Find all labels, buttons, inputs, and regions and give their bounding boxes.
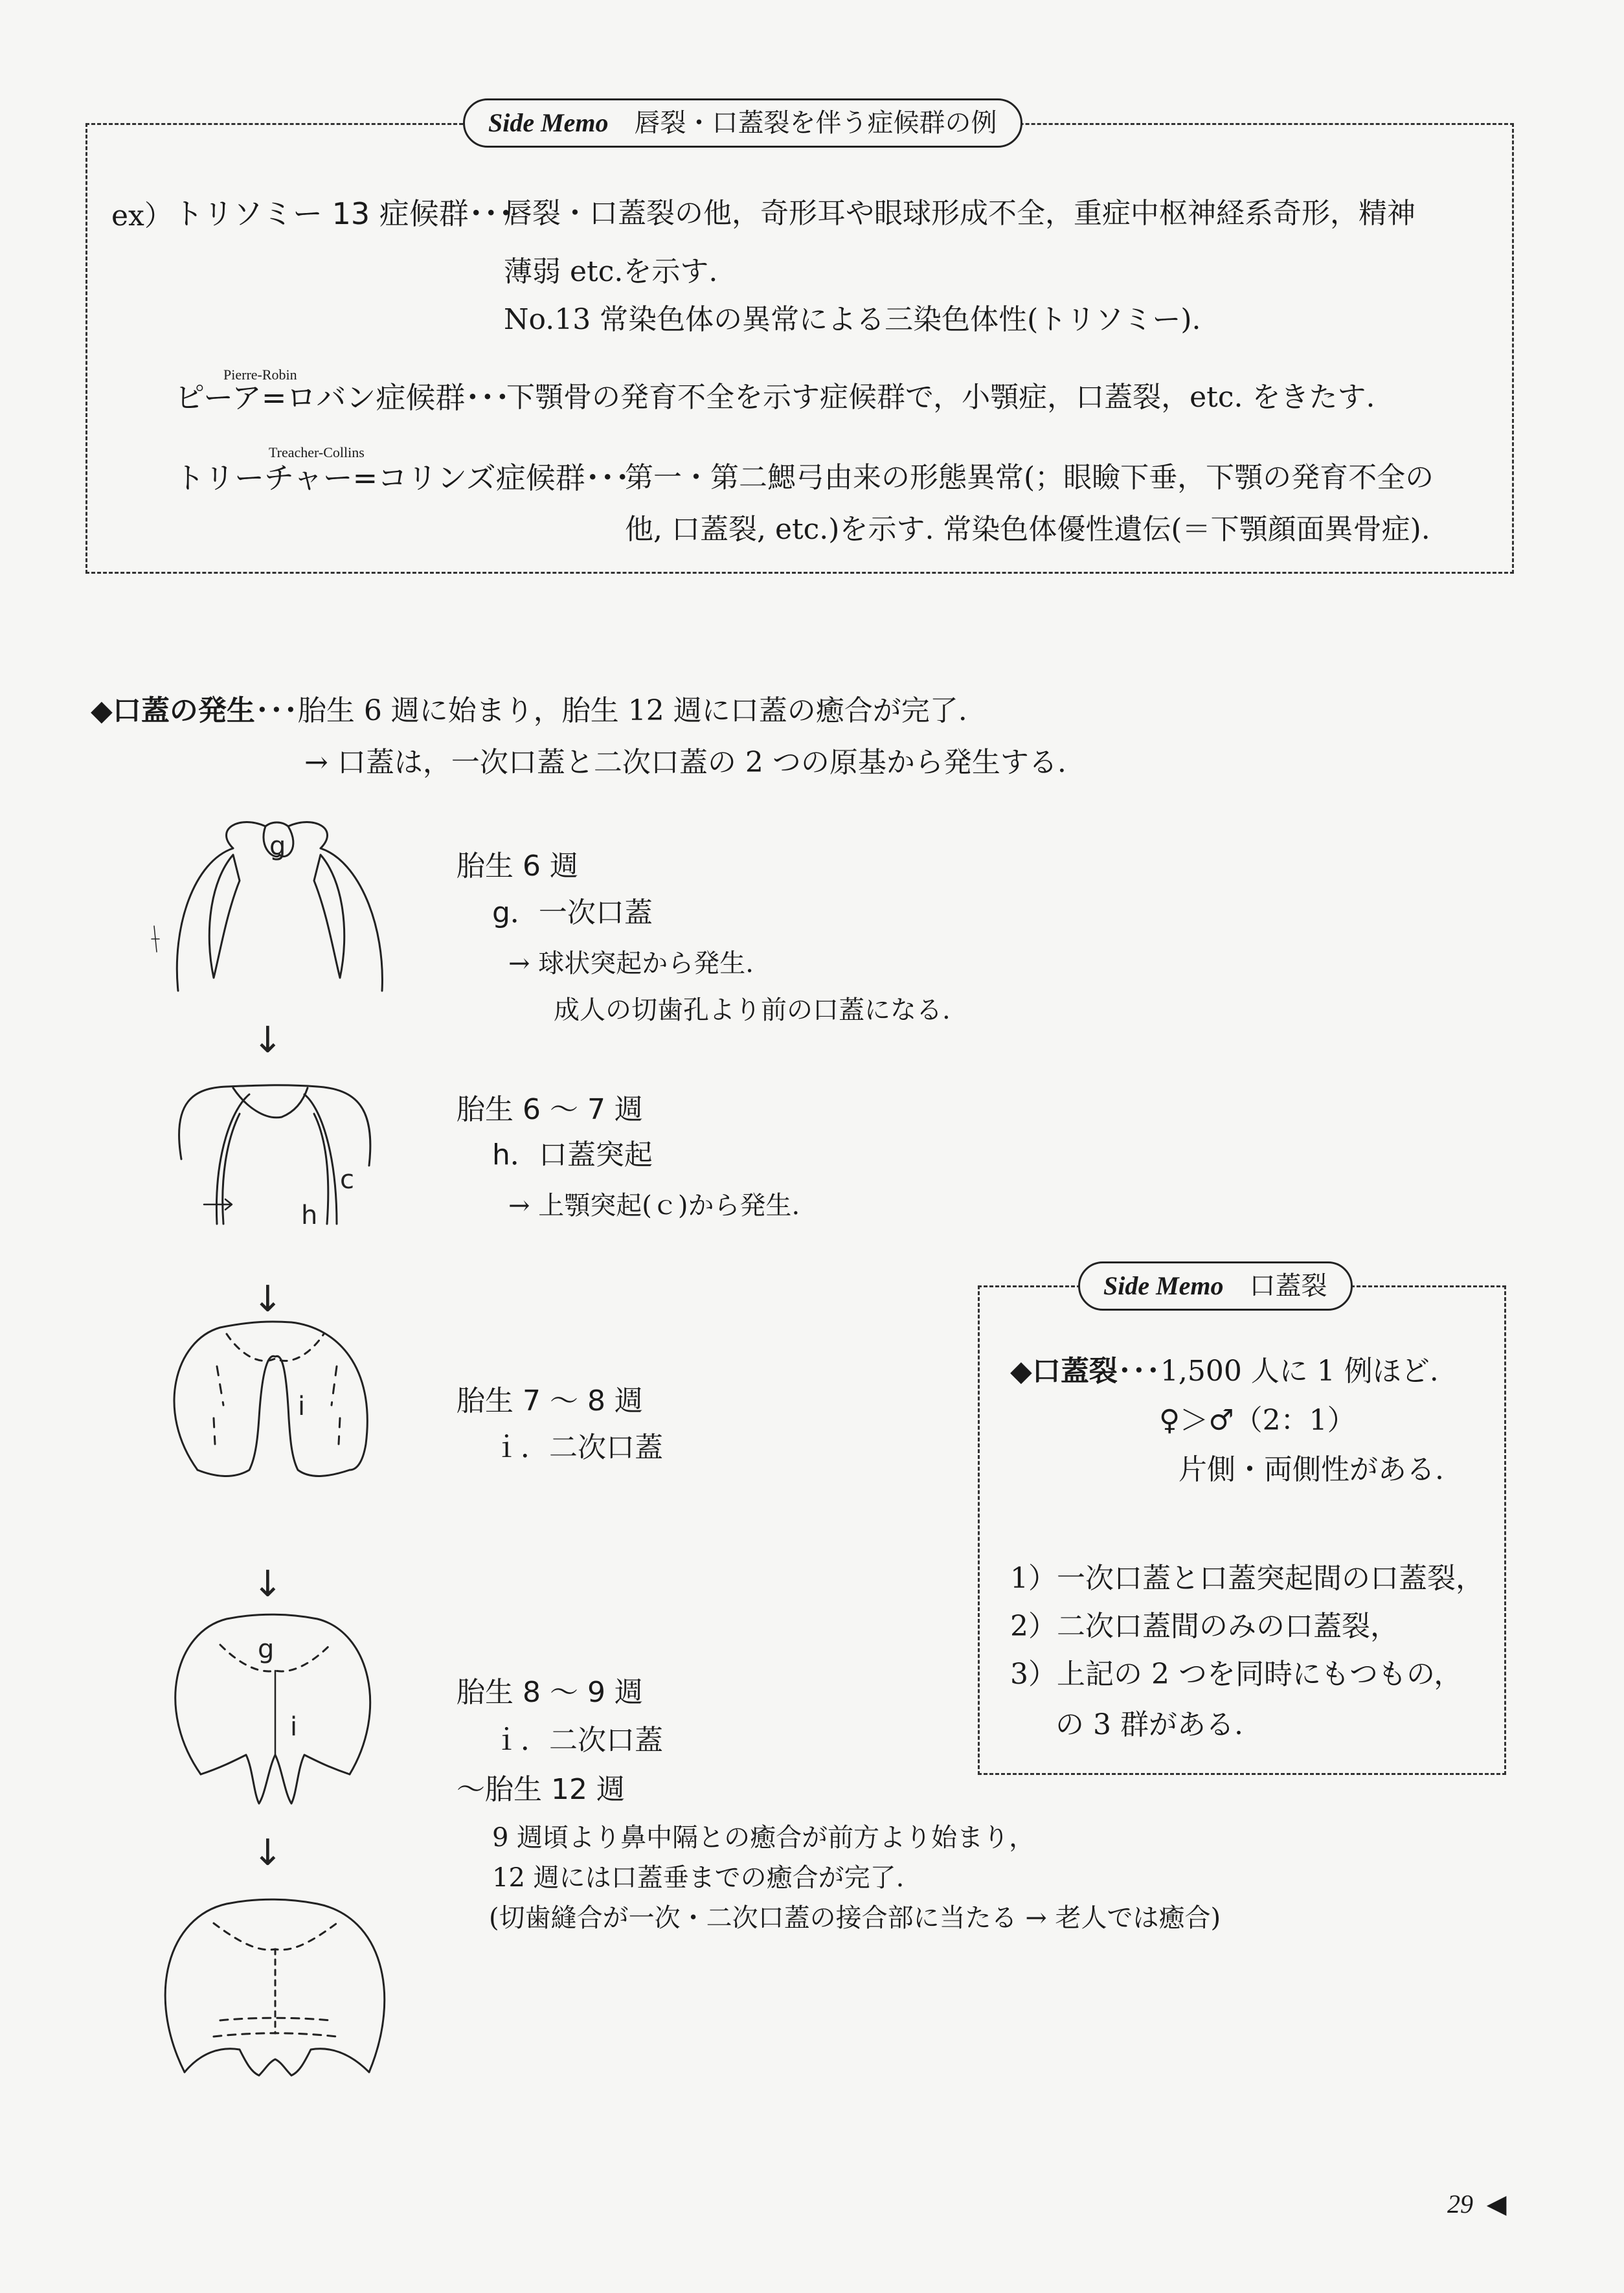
palate-figure-week-12 [165,1899,385,2075]
cleft-palate-heading-line: ◆口蓋裂･･･1,500 人に 1 例ほど. [1010,1355,1439,1388]
syndrome-name-trisomy13: トリソミー 13 症候群･･･ [174,196,513,231]
treacher-collins-line-2: 他, 口蓋裂, etc.)を示す. 常染色体優性遺伝(＝下顎顔面異骨症). [625,513,1430,546]
page-number-line [1447,2189,1506,2219]
cleft-palate-list-3: 3）上記の 2 つを同時にもつもの， [1010,1658,1463,1691]
page-number: 29 [1447,2189,1473,2219]
label-c: c [340,1165,354,1195]
stage-1-note-2: 成人の切歯孔より前の口蓋になる. [554,995,951,1025]
stage-1-sub: g．一次口蓋 [492,896,653,929]
label-g-week-6: g [269,831,286,861]
side-memo-heading: 唇裂・口蓋裂を伴う症候群の例 [634,108,997,138]
stage-4-note-1: 9 週頃より鼻中隔との癒合が前方より始まり， [492,1823,1035,1853]
arrow-down-icon: ↓ [253,1278,283,1320]
stage-4-note-2: 12 週には口蓋垂までの癒合が完了. [492,1863,905,1893]
stage-1-note-1: → 球状突起から発生. [508,949,754,978]
arrow-down-icon: ↓ [253,1019,283,1061]
label-i-week-7-8: i [298,1392,306,1421]
side-memo-syndromes-title [463,98,1022,148]
palate-figure-week-8-9 [175,1614,370,1803]
stage-3-sub: ｉ．二次口蓋 [492,1431,663,1464]
stage-4-title-2: ～胎生 12 週 [457,1773,625,1806]
cleft-palate-list-4: の 3 群がある. [1055,1708,1243,1741]
palate-development-figure [142,803,414,2124]
palate-figure-week-7-8 [174,1322,367,1476]
stage-1-title: 胎生 6 週 [457,850,578,883]
stage-4-note-3: (切歯縫合が一次・二次口蓋の接合部に当たる → 老人では癒合) [489,1903,1221,1933]
stage-2-sub: h．口蓋突起 [492,1138,653,1171]
arrow-down-icon: ↓ [253,1832,283,1874]
cleft-palate-line-1: 1,500 人に 1 例ほど. [1160,1355,1439,1388]
trisomy13-line-3: No.13 常染色体の異常による三染色体性(トリソミー). [504,303,1201,336]
page-marker-icon: ◀ [1486,2189,1507,2219]
cleft-palate-line-2: ♀＞♂（2：1） [1159,1404,1356,1437]
stage-2-note-1: → 上顎突起(ｃ)から発生. [508,1191,800,1221]
label-i-week-8-9: i [290,1712,298,1742]
cleft-palate-heading: ◆口蓋裂 [1010,1355,1118,1388]
treacher-collins-line-1: 第一・第二鰓弓由来の形態異常(；眼瞼下垂，下顎の発育不全の [625,461,1434,494]
palate-figure-week-6-7 [179,1085,370,1230]
stage-4-title: 胎生 8 ～ 9 週 [457,1676,643,1709]
side-memo-heading: 口蓋裂 [1249,1271,1327,1301]
development-line-1: 胎生 6 週に始まり，胎生 12 週に口蓋の癒合が完了. [297,694,967,727]
cleft-palate-line-3: 片側・両側性がある. [1179,1453,1444,1486]
ruby-treacher-collins: Treacher-Collins [269,444,365,460]
trisomy13-line-2: 薄弱 etc.を示す. [504,255,718,288]
pierre-robin-line-1: 下顎骨の発育不全を示す症候群で，小顎症，口蓋裂，etc. をきたす. [506,381,1375,414]
syndrome-name-treacher-collins: トリーチャー=コリンズ症候群･･･ [175,460,630,495]
development-line-2: → 口蓋は，一次口蓋と二次口蓋の 2 つの原基から発生する. [304,746,1066,779]
arrow-down-icon: ↓ [253,1563,283,1605]
trisomy13-line-1: 唇裂・口蓋裂の他，奇形耳や眼球形成不全，重症中枢神経系奇形，精神 [504,197,1415,230]
syndrome-name-pierre-robin: ピーア=ロバン症候群･･･ [175,380,510,415]
development-heading-line: ◆口蓋の発生･･･胎生 6 週に始まり，胎生 12 週に口蓋の癒合が完了. [91,694,967,727]
cleft-palate-list-2: 2）二次口蓋間のみの口蓋裂， [1010,1610,1399,1643]
label-h: h [301,1201,318,1230]
stage-4-sub: ｉ．二次口蓋 [492,1724,663,1757]
palate-figure-week-6 [152,822,382,991]
side-memo-cleft-palate-title [1078,1261,1353,1311]
stage-2-title: 胎生 6 ～ 7 週 [457,1093,643,1126]
ex-label: ex） [111,199,173,232]
development-heading: ◆口蓋の発生 [91,694,255,727]
side-memo-label: Side Memo [488,108,609,137]
ruby-pierre-robin: Pierre-Robin [223,367,297,383]
label-g-week-8-9: g [258,1634,275,1664]
side-memo-syndromes-box [85,123,1514,574]
cleft-palate-list-1: 1）一次口蓋と口蓋突起間の口蓋裂， [1010,1562,1484,1595]
stage-3-title: 胎生 7 ～ 8 週 [457,1384,643,1418]
side-memo-label: Side Memo [1103,1271,1224,1300]
